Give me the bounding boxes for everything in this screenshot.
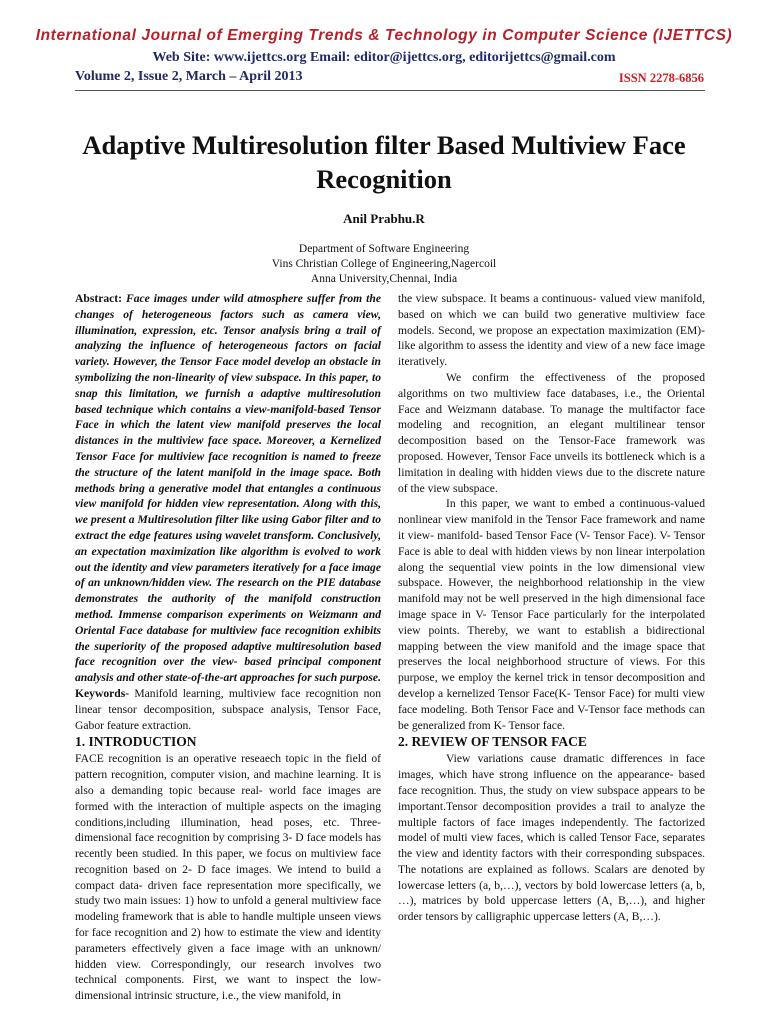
- introduction-paragraph-2: We confirm the effectiveness of the proposed algorithms on two multiview face databases, i.e., the Oriental Face and Weizmann database. To manage the multifactor face modeling and recognition, an elegant multilinear tensor decomposition based on the Tensor-Face framework was proposed. However, Tensor Face unveils its bottleneck which is a limitation in dealing with hidden views due to the discrete nature of the view subspace.: [398, 370, 705, 495]
- paper-author: Anil Prabhu.R: [343, 211, 425, 226]
- review-paragraph-1: View variations cause dramatic differences in face images, which have strong influence on the appearance- based face recognition. Thus, the study on view subspace appears to be important.Tensor decomposition provides a trail to analyze the multiple factors of face images independently. The factorized model of multi view faces, which is called Tensor Face, separates the view and identity factors with their corresponding subspaces. The notations are explained as follows. Scalars are denoted by lowercase letters (a, b,…), vectors by bold lowercase letters (a, b, …), matrices by bold uppercase letters (A, B,…), and higher order tensors by calligraphic uppercase letters (A, B,…).: [398, 752, 705, 924]
- section-heading-review: 2. REVIEW OF TENSOR FACE: [398, 734, 587, 750]
- keywords-label: Keywords-: [75, 686, 130, 700]
- introduction-paragraph-1-continued: the view subspace. It beams a continuous- valued view manifold, based on which we can build two generative multiview face models. Second, we propose an expectation maximization (EM)- like algorithm to assess the identity and view of a new face image iteratively.: [398, 292, 705, 369]
- introduction-paragraph-1: FACE recognition is an operative reseaech topic in the field of pattern recognition, computer vision, and machine learning. It is also a demanding topic because real- world face images are formed with the interaction of multiple aspects on the imaging conditions,including illumination, head poses, etc. Three-dimensional face recognition by comprising 3- D face models has recently been studied. In this paper, we focus on multiview face recognition based on 2- D face images. We intend to build a compact data- driven face representation more specifically, we study two main issues: 1) how to unfold a general multiview face modeling framework that is able to handle multiple unseen views for face recognition and 2) how to estimate the view and identity parameters effectively given a face image with an unknown/ hidden view. Correspondingly, our research involves two technical components. First, we want to inspect the low-dimensional intrinsic structure, i.e., the view manifold, in: [75, 752, 381, 1003]
- keywords-text: Manifold learning, multiview face recognition non linear tensor decomposition, subspace analysis, Tensor Face, Gabor feature extraction.: [75, 686, 381, 732]
- introduction-paragraph-3: In this paper, we want to embed a continuous-valued nonlinear view manifold in the Tensor Face framework and name it view- manifold- based Tensor Face (V- Tensor Face). V- Tensor Face is able to deal with hidden views by non linear interpolation along the sequential view points in the low dimensional view subspace. However, the neighborhood relationship in the view manifold may not be well preserved in the high dimensional face image space in V- Tensor Face particularly for the interpolated view points. Thereby, we want to establish a bidirectional mapping between the view manifold and the image space that preserves the local neighborhood structure of views. For this purpose, we employ the kernel trick in tensor decomposition and develop a kernelized Tensor Face(K- Tensor Face) for multi view face modeling. Both Tensor Face and V-Tensor face methods can be generalized from K- Tensor face.: [398, 497, 705, 732]
- affiliation-university: Anna University,Chennai, India: [310, 273, 458, 285]
- abstract-text: Face images under wild atmosphere suffer from the changes of heterogeneous factors such as camera view, illumination, expression, etc. Tensor analysis bring a trail of analyzing the influence of heterogeneous factors on facial variety. However, the Tensor Face model develop an obstacle in symbolizing the non-linearity of view subspace. In this paper, to snap this limitation, we furnish a adaptive multiresolution based technique which contains a view-manifold-based Tensor Face in which the latent view manifold preserves the local distances in the multiview face space. Moreover, a Kernelized Tensor Face for multiview face recognition is named to freeze the structure of the latent manifold in the image space. Both methods bring a generative model that entangles a continuous view manifold for hidden view representation. Along with this, we present a Multiresolution filter like using Gabor filter and to extract the edge features using wavelet transform. Conclusively, an expectation maximization like algorithm is evolved to work out the identity and view parameters iteratively for a face image of an unknown/hidden view. The research on the PIE database demonstrates the authority of the manifold construction method. Immense comparison experiments on Weizmann and Oriental Face database for multiview face recognition exhibits the superiority of the proposed adaptive multiresolution based face recognition over the view- based principal component analysis and other state-of-the-art approaches for such purpose.: [75, 292, 381, 685]
- affiliation-department: Department of Software Engineering: [298, 243, 470, 255]
- author-affiliation: [0, 242, 768, 287]
- journal-issn: ISSN 2278-6856: [618, 71, 704, 85]
- abstract-paragraph: [75, 291, 381, 686]
- keywords-paragraph: [75, 686, 381, 733]
- left-column: [75, 291, 381, 1004]
- journal-title: International Journal of Emerging Trends & Technology in Computer Science (IJETTCS): [35, 27, 733, 44]
- affiliation-college: Vins Christian College of Engineering,Nagercoil: [271, 258, 497, 270]
- section-heading-introduction: 1. INTRODUCTION: [75, 734, 197, 750]
- abstract-label: Abstract:: [75, 292, 123, 305]
- paper-title: Adaptive Multiresolution filter Based Multiview Face Recognition: [82, 130, 686, 194]
- header-divider: [75, 90, 705, 91]
- journal-volume-line: Volume 2, Issue 2, March – April 2013: [75, 69, 303, 84]
- right-column: [398, 291, 705, 925]
- journal-website-line: Web Site: www.ijettcs.org Email: editor@ijettcs.org, editorijettcs@gmail.com: [152, 50, 616, 65]
